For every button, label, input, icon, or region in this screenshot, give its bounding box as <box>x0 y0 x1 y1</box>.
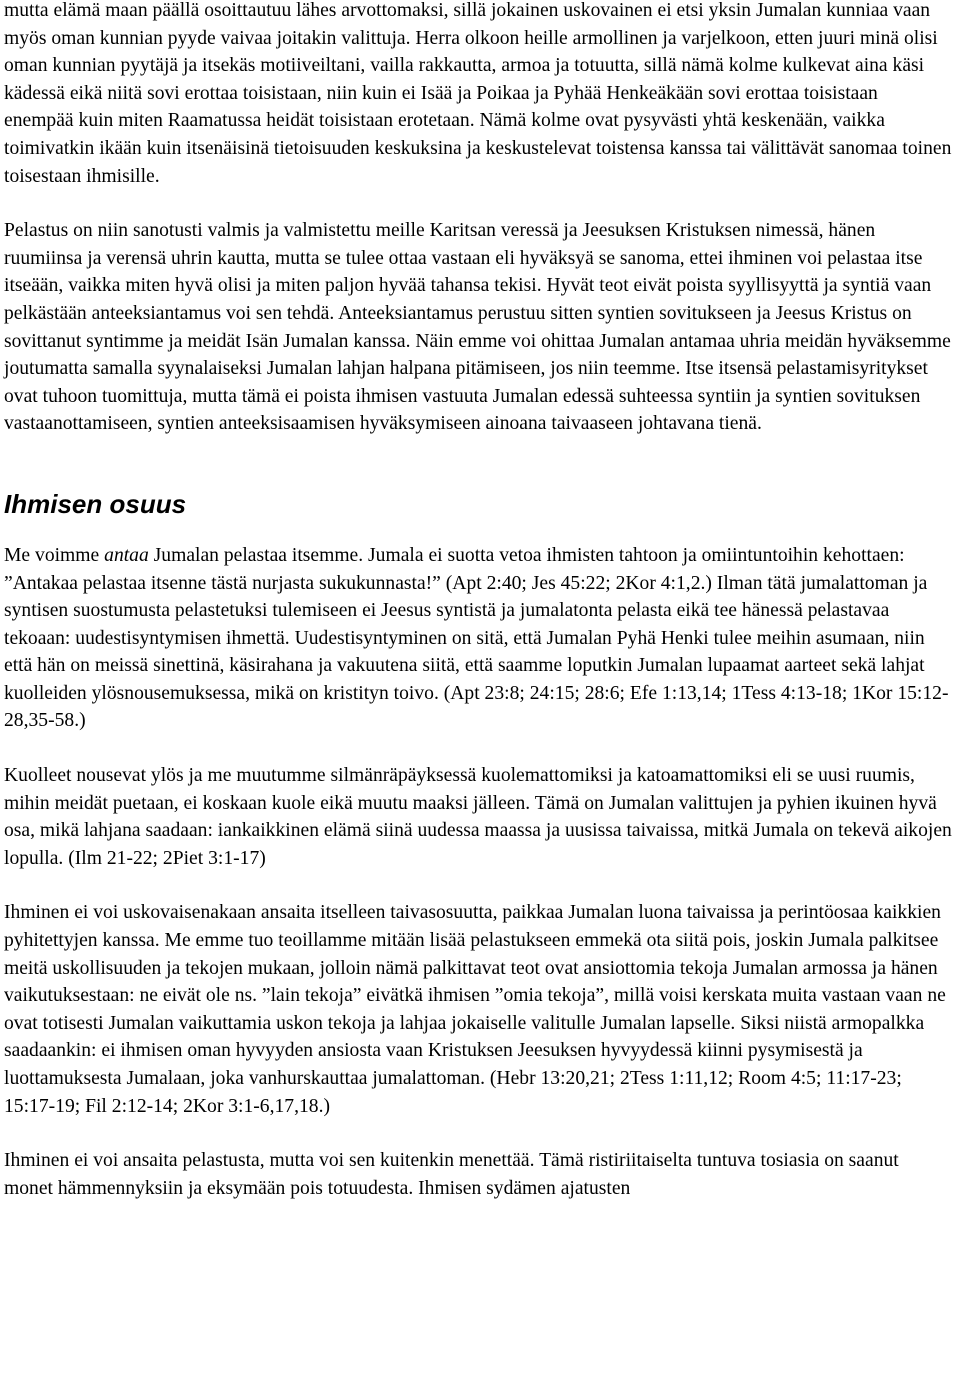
paragraph-3-rest: Jumalan pelastaa itsemme. Jumala ei suotta vetoa ihmisten tahtoon ja omiintuntoihin kehottaen: ”Antakaa pelastaa itsenne tästä nurjasta sukukunnasta!” (Apt 2:40; Jes 45:22; 2Kor 4:1,2.) Ilman tätä jumalattoman ja syntisen suostumusta pelastetuksi tulemiseen ei Jeesus syntistä ja jumalatonta pelasta eikä tee hänessä pelastavaa tekoaan: uudestisyntymisen ihmettä. Uudestisyntyminen on sitä, että Jumalan Pyhä Henki tulee meihin asumaan, niin että hän on meissä sinettinä, käsirahana ja vakuutena siitä, että saamme loputkin Jumalan lupaamat aarteet sekä lahjat kuolleiden ylösnousemuksessa, mikä on kristityn toivo. (Apt 23:8; 24:15; 28:6; Efe 1:13,14; 1Tess 4:13-18; 1Kor 15:12-28,35-58.) <box>4 544 949 732</box>
paragraph-4: Kuolleet nousevat ylös ja me muutumme silmänräpäyksessä kuolemattomiksi ja katoamattomiksi eli se uusi ruumis, mihin meidät puetaan, ei koskaan kuole eikä muutu maaksi jälleen. Tämä on Jumalan valittujen ja pyhien ikuinen hyvä osa, mikä lahjana saadaan: iankaikkinen elämä siinä uudessa maassa ja uusissa taivaissa, mitkä Jumala on tekevä aikojen lopulla. (Ilm 21-22; 2Piet 3:1-17) <box>4 765 952 869</box>
section-heading: Ihmisen osuus <box>4 488 187 519</box>
paragraph-1: mutta elämä maan päällä osoittautuu lähes arvottomaksi, sillä jokainen uskovainen ei etsi yksin Jumalan kunniaa vaan myös oman kunnian pyyde vaivaa joitakin valittuja. Herra olkoon heille armollinen ja varjelkoon, etten juuri minä olisi oman kunnian pyytäjä ja itsekäs motiiveiltani, vailla rakkautta, armoa ja totuutta, sillä nämä kolme kulkevat aina käsi kädessä eikä niitä sovi erottaa toisistaan, niin kuin ei Isää ja Poikaa ja Pyhää Henkeäkään sovi erottaa toisistaan enempää kuin miten Raamatussa heidät toisistaan erotetaan. Nämä kolme ovat pysyvästi yhtä keskenään, vaikka toimivatkin ikään kuin itsenäisinä tietoisuuden keskuksina ja keskustelevat toistensa kanssa tai välittävät sanomaa toinen toisestaan ihmisille. <box>4 0 952 187</box>
paragraph-6: Ihminen ei voi ansaita pelastusta, mutta voi sen kuitenkin menettää. Tämä ristiriitaiselta tuntuva tosiasia on saanut monet hämmennyksiin ja eksymään pois totuudesta. Ihmisen sydämen ajatusten <box>4 1150 899 1199</box>
paragraph-3-emphasis: antaa <box>104 544 149 566</box>
paragraph-3 <box>4 542 952 735</box>
paragraph-3-start: Me voimme <box>4 544 105 566</box>
paragraph-2: Pelastus on niin sanotusti valmis ja valmistettu meille Karitsan veressä ja Jeesuksen Kristuksen nimessä, hänen ruumiinsa ja verensä uhrin kautta, mutta se tulee ottaa vastaan eli hyväksyä se sanoma, ettei ihminen voi pelastaa itse itseään, vaikka miten hyvä olisi ja miten paljon hyvää tahansa tekisi. Hyvät teot eivät poista syyllisyyttä ja syntiä vaan pelkästään anteeksiantamus voi sen tehdä. Anteeksiantamus perustuu sitten syntien sovitukseen ja Jeesus Kristus on sovittanut syntimme ja meidät Isän Jumalan kanssa. Näin emme voi ohittaa Jumalan antamaa uhria meidän hyväksemme joutumatta samalla syynalaiseksi Jumalan lahjan halpana pitämiseen, jos niin teemme. Itse itsensä pelastamisyritykset ovat tuhoon tuomittuja, mutta tämä ei poista ihmisen vastuuta Jumalan edessä suhteessa syntiin ja syntien sovituksen vastaanottamiseen, syntien anteeksisaamisen hyväksymiseen ainoana taivaaseen johtavana tienä. <box>4 220 951 435</box>
paragraph-5: Ihminen ei voi uskovaisenakaan ansaita itselleen taivasosuutta, paikkaa Jumalan luona taivaissa ja perintöosaa kaikkien pyhitettyjen kanssa. Me emme tuo teoillamme mitään lisää pelastukseen emmekä ota siitä pois, joskin Jumala palkitsee meitä uskollisuuden ja tekojen mukaan, jolloin nämä palkittavat teot ovat ansiottomia tekoja Jumalan armossa ja hänen vaikutuksestaan: ne eivät ole ns. ”lain tekoja” eivätkä ihmisen ”omia tekoja”, millä voisi kerskata muita vastaan vaan ne ovat totisesti Jumalan vaikuttamia uskon tekoja ja lahjaa jokaiselle valitulle Jumalan lapselle. Siksi niistä armopalkka saadaankin: ei ihmisen oman hyvyyden ansiosta vaan Kristuksen Jeesuksen hyvyydessä kiinni pysymisestä ja luottamuksesta Jumalaan, joka vanhurskauttaa jumalattoman. (Hebr 13:20,21; 2Tess 1:11,12; Room 4:5; 11:17-23; 15:17-19; Fil 2:12-14; 2Kor 3:1-6,17,18.) <box>4 902 946 1117</box>
